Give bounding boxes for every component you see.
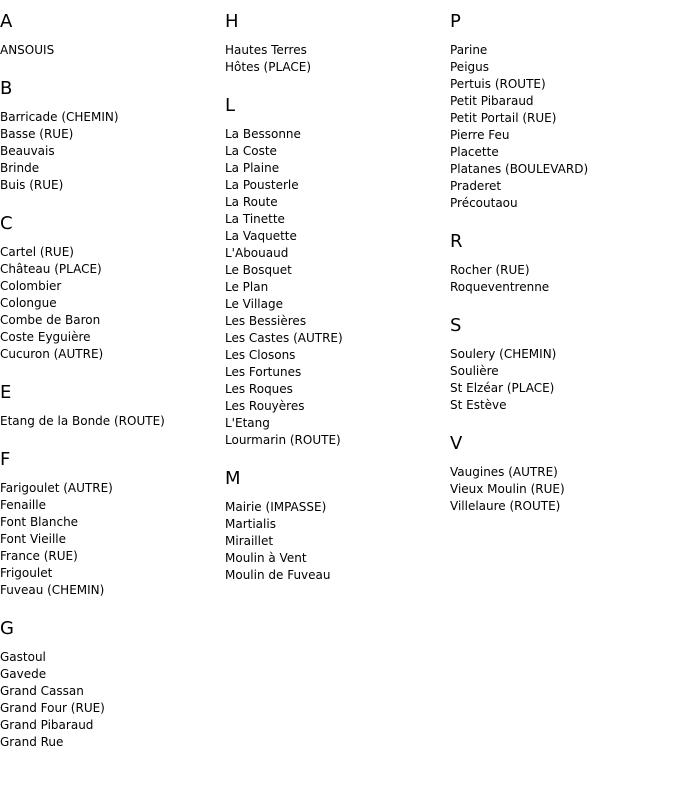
street-item: Soulière: [450, 364, 499, 378]
street-item: Soulery (CHEMIN): [450, 347, 557, 361]
street-item: L'Abouaud: [225, 246, 289, 260]
street-item: ANSOUIS: [0, 43, 55, 57]
street-item: Barricade (CHEMIN): [0, 110, 119, 124]
letter-section-g: [0, 618, 220, 751]
letter-section-s: [450, 315, 670, 414]
letter-section-a: [0, 11, 220, 59]
street-item: Roqueventrenne: [450, 280, 550, 294]
street-item: Château (PLACE): [0, 262, 102, 276]
letter-section-r: [450, 231, 670, 296]
street-list: [225, 126, 445, 449]
street-item: Colongue: [0, 296, 57, 310]
street-item: Les Fortunes: [225, 365, 302, 379]
section-letter-heading: L: [225, 95, 236, 116]
street-item: Fenaille: [0, 498, 46, 512]
street-item: Etang de la Bonde (ROUTE): [0, 414, 165, 428]
street-item: Gavede: [0, 667, 47, 681]
street-item: Précoutaou: [450, 196, 518, 210]
street-item: Villelaure (ROUTE): [450, 499, 561, 513]
letter-section-p: [450, 11, 670, 212]
street-item: Les Closons: [225, 348, 296, 362]
street-item: St Elzéar (PLACE): [450, 381, 555, 395]
street-item: Martialis: [225, 517, 276, 531]
street-list: [0, 109, 220, 194]
street-list: [450, 346, 670, 414]
street-item: Grand Four (RUE): [0, 701, 105, 715]
street-item: Petit Pibaraud: [450, 94, 534, 108]
letter-section-m: [225, 468, 445, 584]
street-list: [0, 413, 220, 430]
street-item: Beauvais: [0, 144, 55, 158]
street-item: La Bessonne: [225, 127, 301, 141]
street-item: Miraillet: [225, 534, 274, 548]
street-list: [0, 480, 220, 599]
section-letter-heading: C: [0, 213, 13, 234]
street-item: Peigus: [450, 60, 489, 74]
section-letter-heading: E: [0, 382, 12, 403]
section-letter-heading: F: [0, 449, 11, 470]
street-item: La Vaquette: [225, 229, 297, 243]
index-column-1: [0, 0, 220, 751]
street-item: Lourmarin (ROUTE): [225, 433, 341, 447]
street-item: Les Rouyères: [225, 399, 305, 413]
street-item: Coste Eyguière: [0, 330, 91, 344]
letter-section-v: [450, 433, 670, 515]
street-item: Petit Portail (RUE): [450, 111, 557, 125]
street-item: L'Etang: [225, 416, 270, 430]
street-item: Les Castes (AUTRE): [225, 331, 343, 345]
street-list: [0, 244, 220, 363]
street-item: La Tinette: [225, 212, 285, 226]
street-item: Farigoulet (AUTRE): [0, 481, 113, 495]
street-item: Hautes Terres: [225, 43, 307, 57]
letter-section-c: [0, 213, 220, 363]
street-item: Le Village: [225, 297, 283, 311]
letter-section-e: [0, 382, 220, 430]
street-item: Vieux Moulin (RUE): [450, 482, 565, 496]
street-item: France (RUE): [0, 549, 78, 563]
section-letter-heading: H: [225, 11, 239, 32]
street-item: Placette: [450, 145, 499, 159]
street-list: [450, 262, 670, 296]
street-item: Platanes (BOULEVARD): [450, 162, 589, 176]
street-item: Le Plan: [225, 280, 269, 294]
street-item: Grand Cassan: [0, 684, 84, 698]
street-item: Gastoul: [0, 650, 46, 664]
letter-section-b: [0, 78, 220, 194]
street-item: Grand Pibaraud: [0, 718, 94, 732]
street-item: Parine: [450, 43, 488, 57]
street-item: Grand Rue: [0, 735, 64, 749]
section-letter-heading: M: [225, 468, 241, 489]
street-item: Hôtes (PLACE): [225, 60, 312, 74]
street-item: Moulin à Vent: [225, 551, 307, 565]
street-list: [450, 42, 670, 212]
street-item: Pertuis (ROUTE): [450, 77, 546, 91]
letter-section-f: [0, 449, 220, 599]
street-list: [450, 464, 670, 515]
street-item: Pierre Feu: [450, 128, 510, 142]
section-letter-heading: S: [450, 315, 462, 336]
street-list: [225, 499, 445, 584]
street-item: Mairie (IMPASSE): [225, 500, 327, 514]
street-item: La Pousterle: [225, 178, 299, 192]
index-column-3: [450, 0, 670, 515]
section-letter-heading: P: [450, 11, 461, 32]
street-item: Vaugines (AUTRE): [450, 465, 558, 479]
street-item: Brinde: [0, 161, 40, 175]
street-item: Frigoulet: [0, 566, 53, 580]
letter-section-h: [225, 11, 445, 76]
section-letter-heading: V: [450, 433, 463, 454]
street-item: Font Blanche: [0, 515, 79, 529]
street-item: St Estève: [450, 398, 507, 412]
section-letter-heading: G: [0, 618, 14, 639]
street-list: [0, 649, 220, 751]
street-item: Basse (RUE): [0, 127, 74, 141]
street-list: [0, 42, 220, 59]
section-letter-heading: R: [450, 231, 463, 252]
street-item: Les Roques: [225, 382, 293, 396]
street-item: Combe de Baron: [0, 313, 101, 327]
street-item: Font Vieille: [0, 532, 66, 546]
street-list: [225, 42, 445, 76]
letter-section-l: [225, 95, 445, 449]
street-item: Le Bosquet: [225, 263, 292, 277]
street-item: Cartel (RUE): [0, 245, 74, 259]
street-item: Fuveau (CHEMIN): [0, 583, 105, 597]
street-item: Praderet: [450, 179, 502, 193]
index-column-2: [225, 0, 445, 584]
street-item: Rocher (RUE): [450, 263, 530, 277]
street-item: La Coste: [225, 144, 277, 158]
street-item: Colombier: [0, 279, 62, 293]
street-item: Les Bessières: [225, 314, 307, 328]
street-item: La Plaine: [225, 161, 280, 175]
section-letter-heading: A: [0, 11, 13, 32]
section-letter-heading: B: [0, 78, 13, 99]
street-item: Moulin de Fuveau: [225, 568, 331, 582]
street-item: La Route: [225, 195, 278, 209]
street-item: Cucuron (AUTRE): [0, 347, 104, 361]
street-item: Buis (RUE): [0, 178, 64, 192]
